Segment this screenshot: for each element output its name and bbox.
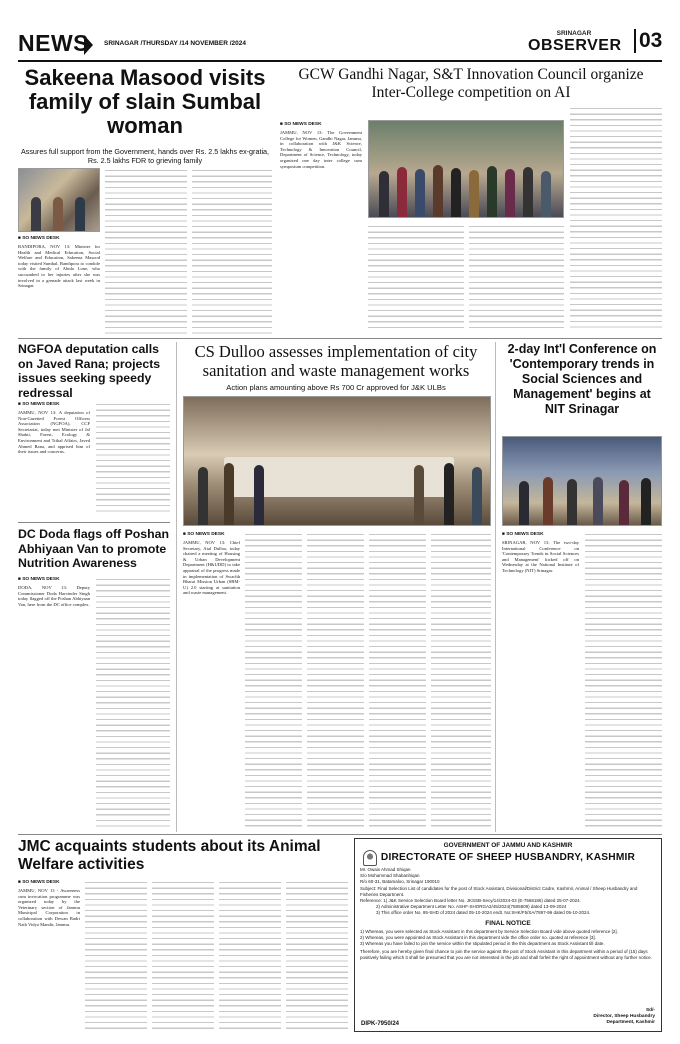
masthead xyxy=(18,26,662,62)
story-photo xyxy=(18,168,100,232)
headline: 2-day Int'l Conference on 'Contemporary trends in Social Sciences and Management' begins at NIT Srinagar xyxy=(507,342,657,416)
story-ngfoa xyxy=(18,342,170,518)
byline: ■ SO NEWS DESK xyxy=(18,236,60,241)
signature-line: Sd/- xyxy=(645,1008,655,1013)
body-column xyxy=(192,168,272,340)
divider xyxy=(18,338,662,339)
notice-line: S/o Mohammad Shabanhiqan xyxy=(360,873,420,879)
notice-closing: Therefore, you are hereby given final chance to join the service against the post of Stock Assistant in this department within a period of (15) days positively failing which it shall be presumed that you are not interested in the job and shall forfeit the right of appointment without any further notice. xyxy=(360,949,652,961)
headline: Sakeena Masood visits family of slain Sumbal woman xyxy=(24,66,266,138)
body-column xyxy=(307,532,364,828)
body-column xyxy=(152,880,214,1032)
headline: CS Dulloo assesses implementation of city sanitation and waste management works xyxy=(194,342,478,380)
lead-paragraph: DODA, NOV 13: Deputy Commissioner Doda Harvinder Singh today flagged off the Poshan Abhiyaan Van, here from the DC office complex. xyxy=(18,585,90,607)
headline: JMC acquaints students about its Animal Welfare activities xyxy=(18,838,321,873)
story-sakeena xyxy=(18,66,272,336)
notice-title: FINAL NOTICE xyxy=(485,919,531,927)
body-column xyxy=(219,880,281,1032)
body-column xyxy=(286,880,348,1032)
story-photo xyxy=(368,120,564,218)
byline: ■ SO NEWS DESK xyxy=(18,402,60,407)
notice-line: 3) This office order No. 95-SHD of 2024 dated 05-10-2024 endt. No:SHK/F5/SA/7897-99 dated 05-10-2024. xyxy=(376,910,591,916)
byline: ■ SO NEWS DESK xyxy=(502,532,544,537)
body-column xyxy=(431,532,491,828)
divider xyxy=(18,834,662,835)
directorate-title: DIRECTORATE OF SHEEP HUSBANDRY, KASHMIR xyxy=(380,852,636,863)
byline: ■ SO NEWS DESK xyxy=(18,577,60,582)
paper-logo-top: SRINAGAR xyxy=(556,30,592,37)
headline: NGFOA deputation calls on Javed Rana; projects issues seeking speedy redressal xyxy=(18,342,161,400)
body-column xyxy=(96,577,170,829)
story-photo xyxy=(502,436,662,526)
body-column xyxy=(585,532,662,828)
subhead: Assures full support from the Government, hands over Rs. 2.5 lakhs ex-gratia, Rs. 2.5 lakhs FDR to grieving family xyxy=(20,147,270,165)
section-arrow-icon xyxy=(84,35,93,55)
body-column xyxy=(85,880,147,1032)
body-column xyxy=(368,224,464,330)
notice-line: Reference: 1) J&K Service Selection Board letter No. JKSSB-Secy/14/2024-03 (E-7568186) dated 25-07-2024. xyxy=(360,898,581,904)
headline: DC Doda flags off Poshan Abhiyaan Van to promote Nutrition Awareness xyxy=(18,527,169,570)
lead-paragraph: JAMMU, NOV 13 - Awareness cum invocation programme was organized today by the Veterinary section of Jammu Municipal Corporation in collaboration with Dewan Badri Nath Vidya Mandir, Jammu. xyxy=(18,888,80,927)
notice-item: 2) Whereas, you were appointed as Stock Assistant in this department vide the office order no. quoted at reference [3]. xyxy=(360,934,596,940)
story-dc-doda xyxy=(18,522,170,832)
body-column xyxy=(570,106,662,330)
body-column xyxy=(469,224,564,330)
emblem-icon xyxy=(363,850,377,866)
signature-line: Director, Sheep Husbandry xyxy=(593,1014,655,1019)
notice-item: 3) Whereas you have failed to join the service within the stipulated period in the this department as Stock Assistant till date. xyxy=(360,941,605,947)
notice-line: 2) Administrative Department Letter No. ASHF-SHORGA2/45/2024(7585809) dated 13-09-2024 xyxy=(376,904,567,910)
government-title: GOVERNMENT OF JAMMU AND KASHMIR xyxy=(443,842,573,849)
dipk-number: DIPK-7950/24 xyxy=(361,1021,400,1027)
byline: ■ SO NEWS DESK xyxy=(183,532,225,537)
lead-paragraph: JAMMU, NOV 13: Chief Secretary, Atal Dulloo, today chaired a meeting of Housing & Urban Development Department (H&UDD) to take appraisal of the progress made in implementation of Swachh Bharat Mission Urban (SBM-U) 2.0 starting at sanitation and waste management. xyxy=(183,540,240,596)
lead-paragraph: BANDIPORA, NOV 13: Minister for Health and Medical Education, Social Welfare and Education, Sakeena Masood today visited Sumbal, Bandipora to condole with the family of Abida Lone, who succumbed to her injuries after she was involved in a grenade attack last week in Srinagar. xyxy=(18,244,100,289)
story-photo xyxy=(183,396,491,526)
subhead: Action plans amounting above Rs 700 Cr approved for J&K ULBs xyxy=(226,383,446,392)
story-gcw xyxy=(280,66,662,336)
byline: ■ SO NEWS DESK xyxy=(280,122,322,127)
lead-paragraph: SRINAGAR, NOV 13: The two-day International Conference on 'Contemporary Trends in Social Sciences and Management' kicked off on Wednesday at the National Institute of Technology (NIT) Srinagar. xyxy=(502,540,579,573)
paper-logo xyxy=(528,30,620,58)
paper-logo-name: OBSERVER xyxy=(528,37,622,54)
lead-paragraph: JAMMU, NOV 13: The Government College for Women, Gandhi Nagar, Jammu, in collaboration with J&K Science, Technology & Innovation Council, Department of Science, Technology, today organized one day inter college cum symposium competition. xyxy=(280,130,362,169)
lead-paragraph: JAMMU, NOV 13: A deputation of Non-Gazetted Forest Officers Association (NGFOA), CCF Secretariat, today met Minister of Jal Shakti, Forest, Ecology & Environment and Tribal Affairs, Javed Ahmed Rana, and apprised him of their issues and concerns. xyxy=(18,410,90,455)
dateline: SRINAGAR /THURSDAY /14 NOVEMBER /2024 xyxy=(104,40,246,47)
body-column xyxy=(245,532,302,828)
section-label: NEWS xyxy=(18,30,89,56)
signature-line: Department, Kashmir xyxy=(606,1020,655,1025)
notice-line: R/o 60-31, Batamaloo, Srinagar 190010 xyxy=(360,879,440,885)
signature-block xyxy=(593,1008,655,1026)
byline: ■ SO NEWS DESK xyxy=(18,880,60,885)
story-nit-conference xyxy=(502,342,662,832)
story-cs-dulloo xyxy=(176,342,496,832)
headline: GCW Gandhi Nagar, S&T Innovation Council organize Inter-College competition on AI xyxy=(298,66,644,101)
government-notice xyxy=(354,838,662,1032)
story-jmc xyxy=(18,838,348,1034)
body-column xyxy=(369,532,426,828)
notice-item: 1) Whereas, you were selected as Stock Assistant in this department by Service Selection Board vide above quoted reference [2]. xyxy=(360,928,618,934)
notice-line: Subject: Final Selection List of candidates for the post of Stock Assistant, Divisional/District Cadre, Kashmir, Animal / Sheep Husbandry and Fisheries Department. xyxy=(360,885,638,897)
body-column xyxy=(105,168,187,340)
page-number: 03 xyxy=(634,29,662,53)
notice-line: Mr. Owais Ahmad Shiqan xyxy=(360,867,411,872)
body-column xyxy=(96,402,170,516)
